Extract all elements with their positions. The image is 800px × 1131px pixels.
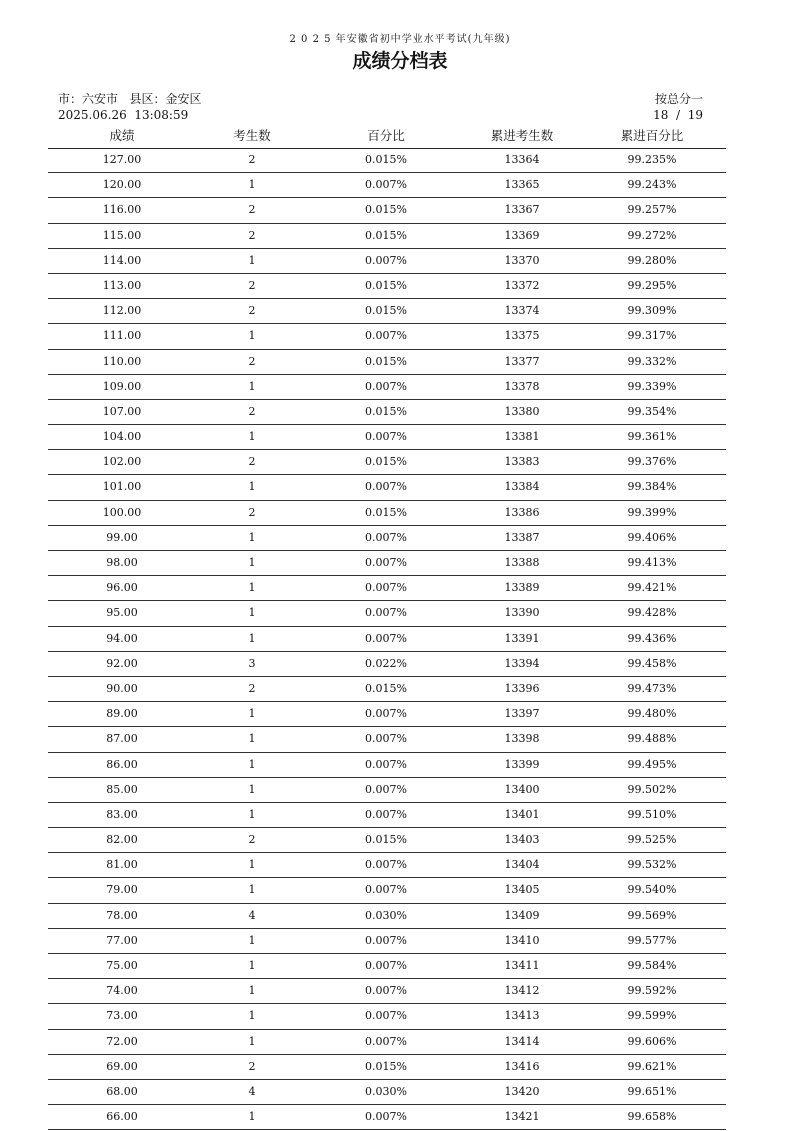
score-cell: 77.00 (106, 933, 138, 947)
cumulative-count-cell: 13404 (504, 858, 540, 872)
count-cell: 2 (248, 203, 256, 217)
cumulative-percent-cell: 99.376% (627, 455, 677, 469)
count-cell: 1 (248, 1034, 256, 1048)
cumulative-percent-cell: 99.421% (627, 581, 677, 595)
cumulative-count-cell: 13391 (504, 631, 540, 645)
count-cell: 2 (248, 228, 256, 242)
cumulative-count-cell: 13420 (504, 1084, 540, 1098)
table-row (48, 450, 726, 475)
score-cell: 111.00 (102, 329, 142, 343)
cumulative-percent-cell: 99.257% (627, 203, 677, 217)
column-header-cumulative-count: 累进考生数 (490, 128, 554, 143)
score-cell: 96.00 (106, 581, 138, 595)
count-cell: 1 (248, 1009, 256, 1023)
percent-cell: 0.007% (365, 959, 407, 972)
cumulative-percent-cell: 99.510% (627, 807, 677, 821)
percent-cell: 0.007% (365, 556, 407, 569)
percent-cell: 0.007% (365, 732, 407, 746)
table-row (48, 526, 726, 551)
cumulative-count-cell: 13384 (504, 480, 540, 494)
percent-cell: 0.007% (365, 933, 407, 947)
table-row (48, 551, 726, 576)
score-cell: 104.00 (102, 430, 142, 444)
cumulative-count-cell: 13372 (504, 278, 540, 292)
score-cell: 107.00 (102, 404, 142, 418)
percent-cell: 0.007% (365, 984, 407, 998)
score-table-body (48, 148, 726, 1130)
table-row (48, 778, 726, 803)
score-cell: 79.00 (106, 883, 138, 897)
cumulative-percent-cell: 99.309% (627, 304, 677, 318)
table-row (48, 1105, 726, 1130)
cumulative-percent-cell: 99.361% (627, 430, 677, 444)
score-cell: 89.00 (106, 707, 138, 721)
percent-cell: 0.007% (365, 178, 407, 192)
cumulative-count-cell: 13409 (504, 908, 540, 922)
percent-cell: 0.007% (365, 606, 407, 620)
cumulative-count-cell: 13412 (504, 984, 540, 998)
table-row (48, 224, 726, 249)
cumulative-count-cell: 13416 (504, 1059, 540, 1073)
percent-cell: 0.007% (365, 807, 407, 821)
table-row (48, 274, 726, 299)
score-cell: 98.00 (106, 556, 138, 569)
cumulative-count-cell: 13386 (504, 505, 540, 519)
table-row (48, 828, 726, 853)
cumulative-percent-cell: 99.458% (627, 656, 677, 670)
score-cell: 73.00 (106, 1009, 138, 1023)
cumulative-percent-cell: 99.436% (627, 631, 677, 645)
cumulative-count-cell: 13413 (504, 1009, 540, 1023)
table-header (48, 126, 726, 149)
percent-cell: 0.015% (365, 354, 407, 368)
cumulative-count-cell: 13378 (504, 379, 540, 393)
percent-cell: 0.007% (365, 530, 407, 544)
score-cell: 87.00 (106, 732, 138, 746)
percent-cell: 0.015% (365, 833, 407, 847)
table-row (48, 904, 726, 929)
table-row (48, 173, 726, 198)
print-datetime: 2025.06.26 13:08:59 (58, 108, 189, 122)
percent-cell: 0.015% (365, 304, 407, 318)
cumulative-count-cell: 13383 (504, 455, 540, 469)
count-cell: 2 (248, 455, 256, 469)
score-cell: 82.00 (106, 833, 138, 847)
sort-order-label: 按总分一 (654, 92, 703, 106)
region-label: 市：六安市 县区：金安区 (58, 92, 202, 106)
table-row (48, 702, 726, 727)
count-cell: 1 (248, 556, 256, 569)
cumulative-percent-cell: 99.332% (627, 354, 677, 368)
table-row (48, 878, 726, 903)
percent-cell: 0.015% (365, 228, 407, 242)
score-cell: 102.00 (102, 455, 142, 469)
count-cell: 2 (248, 1059, 256, 1073)
table-row (48, 803, 726, 828)
count-cell: 1 (248, 807, 256, 821)
count-cell: 2 (248, 833, 256, 847)
count-cell: 1 (248, 530, 256, 544)
cumulative-percent-cell: 99.428% (627, 606, 677, 620)
count-cell: 1 (248, 178, 256, 192)
percent-cell: 0.007% (365, 379, 407, 393)
cumulative-count-cell: 13394 (504, 656, 540, 670)
percent-cell: 0.015% (365, 404, 407, 418)
percent-cell: 0.015% (365, 203, 407, 217)
table-row (48, 853, 726, 878)
cumulative-percent-cell: 99.651% (627, 1084, 677, 1098)
cumulative-count-cell: 13367 (504, 203, 540, 217)
score-cell: 85.00 (106, 782, 138, 796)
score-cell: 74.00 (106, 984, 138, 998)
cumulative-percent-cell: 99.384% (627, 480, 677, 494)
table-row (48, 753, 726, 778)
table-row (48, 324, 726, 349)
count-cell: 1 (248, 732, 256, 746)
cumulative-percent-cell: 99.599% (627, 1009, 677, 1023)
count-cell: 1 (248, 933, 256, 947)
cumulative-count-cell: 13365 (504, 178, 540, 192)
score-cell: 81.00 (106, 858, 138, 872)
cumulative-count-cell: 13375 (504, 329, 540, 343)
table-row (48, 148, 726, 173)
cumulative-percent-cell: 99.354% (627, 404, 677, 418)
table-row (48, 1055, 726, 1080)
count-cell: 1 (248, 480, 256, 494)
cumulative-count-cell: 13389 (504, 581, 540, 595)
column-header-percent: 百分比 (367, 128, 405, 143)
column-header-count: 考生数 (233, 128, 271, 143)
score-cell: 110.00 (102, 354, 142, 368)
cumulative-percent-cell: 99.525% (627, 833, 677, 847)
count-cell: 2 (248, 153, 256, 166)
count-cell: 1 (248, 858, 256, 872)
table-row (48, 576, 726, 601)
table-row (48, 627, 726, 652)
percent-cell: 0.007% (365, 858, 407, 872)
cumulative-count-cell: 13377 (504, 354, 540, 368)
table-row (48, 501, 726, 526)
table-row (48, 727, 726, 752)
percent-cell: 0.007% (365, 757, 407, 771)
cumulative-percent-cell: 99.406% (627, 530, 677, 544)
table-row (48, 652, 726, 677)
score-cell: 83.00 (106, 807, 138, 821)
score-cell: 69.00 (106, 1059, 138, 1073)
table-row (48, 954, 726, 979)
percent-cell: 0.015% (365, 681, 407, 695)
percent-cell: 0.007% (365, 1034, 407, 1048)
cumulative-percent-cell: 99.577% (627, 933, 677, 947)
percent-cell: 0.022% (365, 656, 407, 670)
cumulative-count-cell: 13399 (504, 757, 540, 771)
cumulative-percent-cell: 99.280% (627, 253, 677, 267)
count-cell: 2 (248, 354, 256, 368)
table-row (48, 299, 726, 324)
cumulative-count-cell: 13374 (504, 304, 540, 318)
cumulative-percent-cell: 99.532% (627, 858, 677, 872)
score-cell: 86.00 (106, 757, 138, 771)
cumulative-percent-cell: 99.339% (627, 379, 677, 393)
count-cell: 2 (248, 681, 256, 695)
count-cell: 2 (248, 505, 256, 519)
percent-cell: 0.007% (365, 1110, 407, 1124)
report-title: 成绩分档表 (352, 50, 448, 72)
count-cell: 1 (248, 581, 256, 595)
cumulative-count-cell: 13398 (504, 732, 540, 746)
score-cell: 75.00 (106, 959, 138, 972)
cumulative-count-cell: 13401 (504, 807, 540, 821)
score-cell: 100.00 (102, 505, 142, 519)
score-cell: 120.00 (102, 178, 142, 192)
count-cell: 2 (248, 278, 256, 292)
table-row (48, 979, 726, 1004)
count-cell: 1 (248, 707, 256, 721)
cumulative-percent-cell: 99.621% (627, 1059, 677, 1073)
percent-cell: 0.007% (365, 631, 407, 645)
count-cell: 4 (248, 1084, 256, 1098)
table-row (48, 601, 726, 626)
cumulative-percent-cell: 99.480% (627, 707, 677, 721)
percent-cell: 0.007% (365, 707, 407, 721)
count-cell: 1 (248, 984, 256, 998)
cumulative-percent-cell: 99.243% (627, 178, 677, 192)
cumulative-count-cell: 13381 (504, 430, 540, 444)
count-cell: 1 (248, 379, 256, 393)
count-cell: 1 (248, 631, 256, 645)
cumulative-count-cell: 13390 (504, 606, 540, 620)
table-row (48, 929, 726, 954)
score-cell: 127.00 (102, 153, 142, 166)
table-row (48, 198, 726, 223)
count-cell: 4 (248, 908, 256, 922)
percent-cell: 0.015% (365, 455, 407, 469)
count-cell: 2 (248, 304, 256, 318)
cumulative-count-cell: 13414 (504, 1034, 540, 1048)
cumulative-count-cell: 13369 (504, 228, 540, 242)
cumulative-count-cell: 13396 (504, 681, 540, 695)
cumulative-count-cell: 13421 (504, 1110, 540, 1124)
percent-cell: 0.015% (365, 278, 407, 292)
count-cell: 1 (248, 757, 256, 771)
count-cell: 1 (248, 430, 256, 444)
score-cell: 99.00 (106, 530, 138, 544)
cumulative-count-cell: 13400 (504, 782, 540, 796)
table-row (48, 400, 726, 425)
cumulative-percent-cell: 99.502% (627, 782, 677, 796)
cumulative-percent-cell: 99.592% (627, 984, 677, 998)
count-cell: 1 (248, 782, 256, 796)
exam-title: 2 0 2 5 年安徽省初中学业水平考试(九年级) (289, 34, 511, 45)
score-cell: 115.00 (102, 228, 142, 242)
count-cell: 1 (248, 606, 256, 620)
percent-cell: 0.007% (365, 883, 407, 897)
cumulative-percent-cell: 99.584% (627, 959, 677, 972)
count-cell: 1 (248, 329, 256, 343)
table-row (48, 1004, 726, 1029)
count-cell: 2 (248, 404, 256, 418)
percent-cell: 0.007% (365, 782, 407, 796)
cumulative-count-cell: 13370 (504, 253, 540, 267)
score-cell: 95.00 (106, 606, 138, 620)
cumulative-percent-cell: 99.473% (627, 681, 677, 695)
column-header-cumulative-percent: 累进百分比 (620, 128, 684, 143)
count-cell: 1 (248, 959, 256, 972)
cumulative-percent-cell: 99.606% (627, 1034, 677, 1048)
cumulative-count-cell: 13410 (504, 933, 540, 947)
score-cell: 113.00 (102, 278, 142, 292)
cumulative-percent-cell: 99.413% (627, 556, 677, 569)
cumulative-count-cell: 13411 (504, 959, 540, 972)
cumulative-percent-cell: 99.317% (627, 329, 677, 343)
cumulative-percent-cell: 99.495% (627, 757, 677, 771)
cumulative-percent-cell: 99.272% (627, 228, 677, 242)
percent-cell: 0.015% (365, 153, 407, 166)
score-cell: 90.00 (106, 681, 138, 695)
percent-cell: 0.030% (365, 908, 407, 922)
percent-cell: 0.007% (365, 329, 407, 343)
count-cell: 1 (248, 1110, 256, 1124)
cumulative-percent-cell: 99.235% (627, 153, 677, 166)
score-cell: 114.00 (102, 253, 142, 267)
cumulative-percent-cell: 99.540% (627, 883, 677, 897)
cumulative-percent-cell: 99.399% (627, 505, 677, 519)
cumulative-percent-cell: 99.295% (627, 278, 677, 292)
percent-cell: 0.007% (365, 430, 407, 444)
score-cell: 92.00 (106, 656, 138, 670)
percent-cell: 0.007% (365, 480, 407, 494)
cumulative-count-cell: 13387 (504, 530, 540, 544)
score-cell: 78.00 (106, 908, 138, 922)
score-cell: 72.00 (106, 1034, 138, 1048)
cumulative-count-cell: 13388 (504, 556, 540, 569)
table-row (48, 1080, 726, 1105)
table-row (48, 475, 726, 500)
table-row (48, 677, 726, 702)
cumulative-count-cell: 13397 (504, 707, 540, 721)
percent-cell: 0.007% (365, 1009, 407, 1023)
table-row (48, 375, 726, 400)
score-cell: 109.00 (102, 379, 142, 393)
cumulative-percent-cell: 99.488% (627, 732, 677, 746)
cumulative-count-cell: 13405 (504, 883, 540, 897)
table-row (48, 249, 726, 274)
cumulative-percent-cell: 99.569% (627, 908, 677, 922)
score-cell: 68.00 (106, 1084, 138, 1098)
score-cell: 101.00 (102, 480, 142, 494)
count-cell: 3 (248, 656, 256, 670)
percent-cell: 0.015% (365, 505, 407, 519)
percent-cell: 0.007% (365, 581, 407, 595)
table-row (48, 1030, 726, 1055)
percent-cell: 0.030% (365, 1084, 407, 1098)
cumulative-count-cell: 13403 (504, 833, 540, 847)
score-cell: 94.00 (106, 631, 138, 645)
cumulative-count-cell: 13364 (504, 153, 540, 166)
score-cell: 112.00 (102, 304, 142, 318)
percent-cell: 0.015% (365, 1059, 407, 1073)
score-cell: 116.00 (102, 203, 142, 217)
percent-cell: 0.007% (365, 253, 407, 267)
score-cell: 66.00 (106, 1110, 138, 1124)
page-indicator: 18 / 19 (653, 108, 703, 122)
table-row (48, 350, 726, 375)
cumulative-count-cell: 13380 (504, 404, 540, 418)
count-cell: 1 (248, 883, 256, 897)
table-row (48, 425, 726, 450)
column-header-score: 成绩 (109, 128, 135, 143)
count-cell: 1 (248, 253, 256, 267)
cumulative-percent-cell: 99.658% (627, 1110, 677, 1124)
